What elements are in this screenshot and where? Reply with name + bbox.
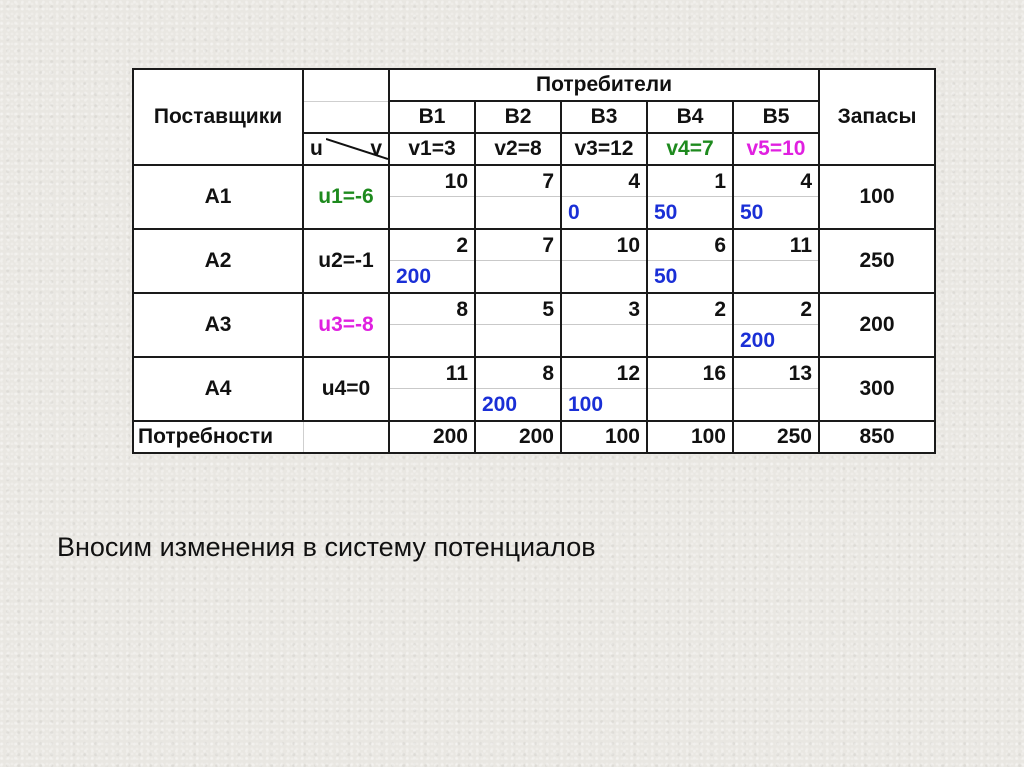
total-sum: 850 xyxy=(819,421,935,453)
cell-a2-b4 xyxy=(647,229,733,293)
row-name-a1: A1 xyxy=(133,165,303,229)
row-potential-u2: u2=-1 xyxy=(303,229,389,293)
cost: 12 xyxy=(562,358,646,389)
cost: 3 xyxy=(562,294,646,325)
v-label: v xyxy=(370,137,382,160)
demand-b2: 200 xyxy=(475,421,561,453)
cost: 16 xyxy=(648,358,732,389)
row-potential-u1: u1=-6 xyxy=(303,165,389,229)
allocation xyxy=(562,325,646,356)
stocks-header: Запасы xyxy=(819,69,935,165)
demand-blank xyxy=(303,421,389,453)
col-name-b2: B2 xyxy=(475,101,561,133)
cell-a4-b4 xyxy=(647,357,733,421)
cost: 10 xyxy=(562,230,646,261)
stock-a3: 200 xyxy=(819,293,935,357)
cost: 8 xyxy=(476,358,560,389)
table-row xyxy=(133,293,935,357)
allocation xyxy=(390,389,474,420)
demand-b3: 100 xyxy=(561,421,647,453)
row-name-a2: A2 xyxy=(133,229,303,293)
cell-a3-b3 xyxy=(561,293,647,357)
demand-b5: 250 xyxy=(733,421,819,453)
cost: 4 xyxy=(562,166,646,197)
allocation xyxy=(648,389,732,420)
cost: 6 xyxy=(648,230,732,261)
cell-a1-b1 xyxy=(389,165,475,229)
allocation xyxy=(390,325,474,356)
row-potential-u4: u4=0 xyxy=(303,357,389,421)
col-name-b5: B5 xyxy=(733,101,819,133)
col-potential-v3: v3=12 xyxy=(561,133,647,165)
allocation xyxy=(476,261,560,292)
cost: 10 xyxy=(390,166,474,197)
cell-a1-b2 xyxy=(475,165,561,229)
col-potential-v5: v5=10 xyxy=(733,133,819,165)
col-potential-v1: v1=3 xyxy=(389,133,475,165)
demand-b4: 100 xyxy=(647,421,733,453)
cell-a2-b3 xyxy=(561,229,647,293)
cost: 4 xyxy=(734,166,818,197)
cost: 1 xyxy=(648,166,732,197)
allocation xyxy=(562,261,646,292)
cell-a2-b1 xyxy=(389,229,475,293)
cost: 13 xyxy=(734,358,818,389)
cell-a3-b2 xyxy=(475,293,561,357)
cell-a4-b3 xyxy=(561,357,647,421)
consumers-header: Потребители xyxy=(389,69,819,101)
allocation xyxy=(734,389,818,420)
cost: 7 xyxy=(476,166,560,197)
demand-row xyxy=(133,421,935,453)
row-name-a3: A3 xyxy=(133,293,303,357)
cell-a2-b5 xyxy=(733,229,819,293)
col-name-b4: B4 xyxy=(647,101,733,133)
cell-a3-b1 xyxy=(389,293,475,357)
allocation xyxy=(648,325,732,356)
col-potential-v4: v4=7 xyxy=(647,133,733,165)
transport-table xyxy=(132,68,936,454)
allocation xyxy=(390,197,474,228)
allocation: 50 xyxy=(654,201,678,224)
cell-a4-b1 xyxy=(389,357,475,421)
cell-a3-b5 xyxy=(733,293,819,357)
col-potential-v2: v2=8 xyxy=(475,133,561,165)
diagonal-divider xyxy=(326,137,388,161)
corner-blank xyxy=(303,69,389,101)
allocation xyxy=(734,261,818,292)
allocation: 200 xyxy=(396,265,432,288)
allocation: 50 xyxy=(654,265,678,288)
cost: 7 xyxy=(476,230,560,261)
table-row xyxy=(133,229,935,293)
demand-b1: 200 xyxy=(389,421,475,453)
row-potential-u3: u3=-8 xyxy=(303,293,389,357)
allocation: 200 xyxy=(740,329,776,352)
demand-label: Потребности xyxy=(133,421,303,453)
cell-a4-b2 xyxy=(475,357,561,421)
allocation: 200 xyxy=(482,393,518,416)
corner-blank-2 xyxy=(303,101,389,133)
suppliers-header: Поставщики xyxy=(133,69,303,165)
cell-a1-b4 xyxy=(647,165,733,229)
cell-a4-b5 xyxy=(733,357,819,421)
col-name-b3: B3 xyxy=(561,101,647,133)
table-row xyxy=(133,165,935,229)
cost: 8 xyxy=(390,294,474,325)
row-name-a4: A4 xyxy=(133,357,303,421)
col-name-b1: B1 xyxy=(389,101,475,133)
cell-a1-b3 xyxy=(561,165,647,229)
stock-a1: 100 xyxy=(819,165,935,229)
u-label: u xyxy=(310,137,323,160)
cost: 2 xyxy=(734,294,818,325)
cost: 2 xyxy=(390,230,474,261)
stock-a4: 300 xyxy=(819,357,935,421)
cell-a1-b5 xyxy=(733,165,819,229)
cost: 11 xyxy=(734,230,818,261)
allocation: 100 xyxy=(568,393,604,416)
allocation xyxy=(476,325,560,356)
cell-a3-b4 xyxy=(647,293,733,357)
uv-diagonal-cell xyxy=(303,133,389,165)
table-row xyxy=(133,357,935,421)
cost: 5 xyxy=(476,294,560,325)
allocation xyxy=(476,197,560,228)
slide-caption: Вносим изменения в систему потенциалов xyxy=(57,532,596,562)
allocation: 50 xyxy=(740,201,764,224)
cell-a2-b2 xyxy=(475,229,561,293)
allocation: 0 xyxy=(568,201,580,224)
cost: 2 xyxy=(648,294,732,325)
cost: 11 xyxy=(390,358,474,389)
stock-a2: 250 xyxy=(819,229,935,293)
